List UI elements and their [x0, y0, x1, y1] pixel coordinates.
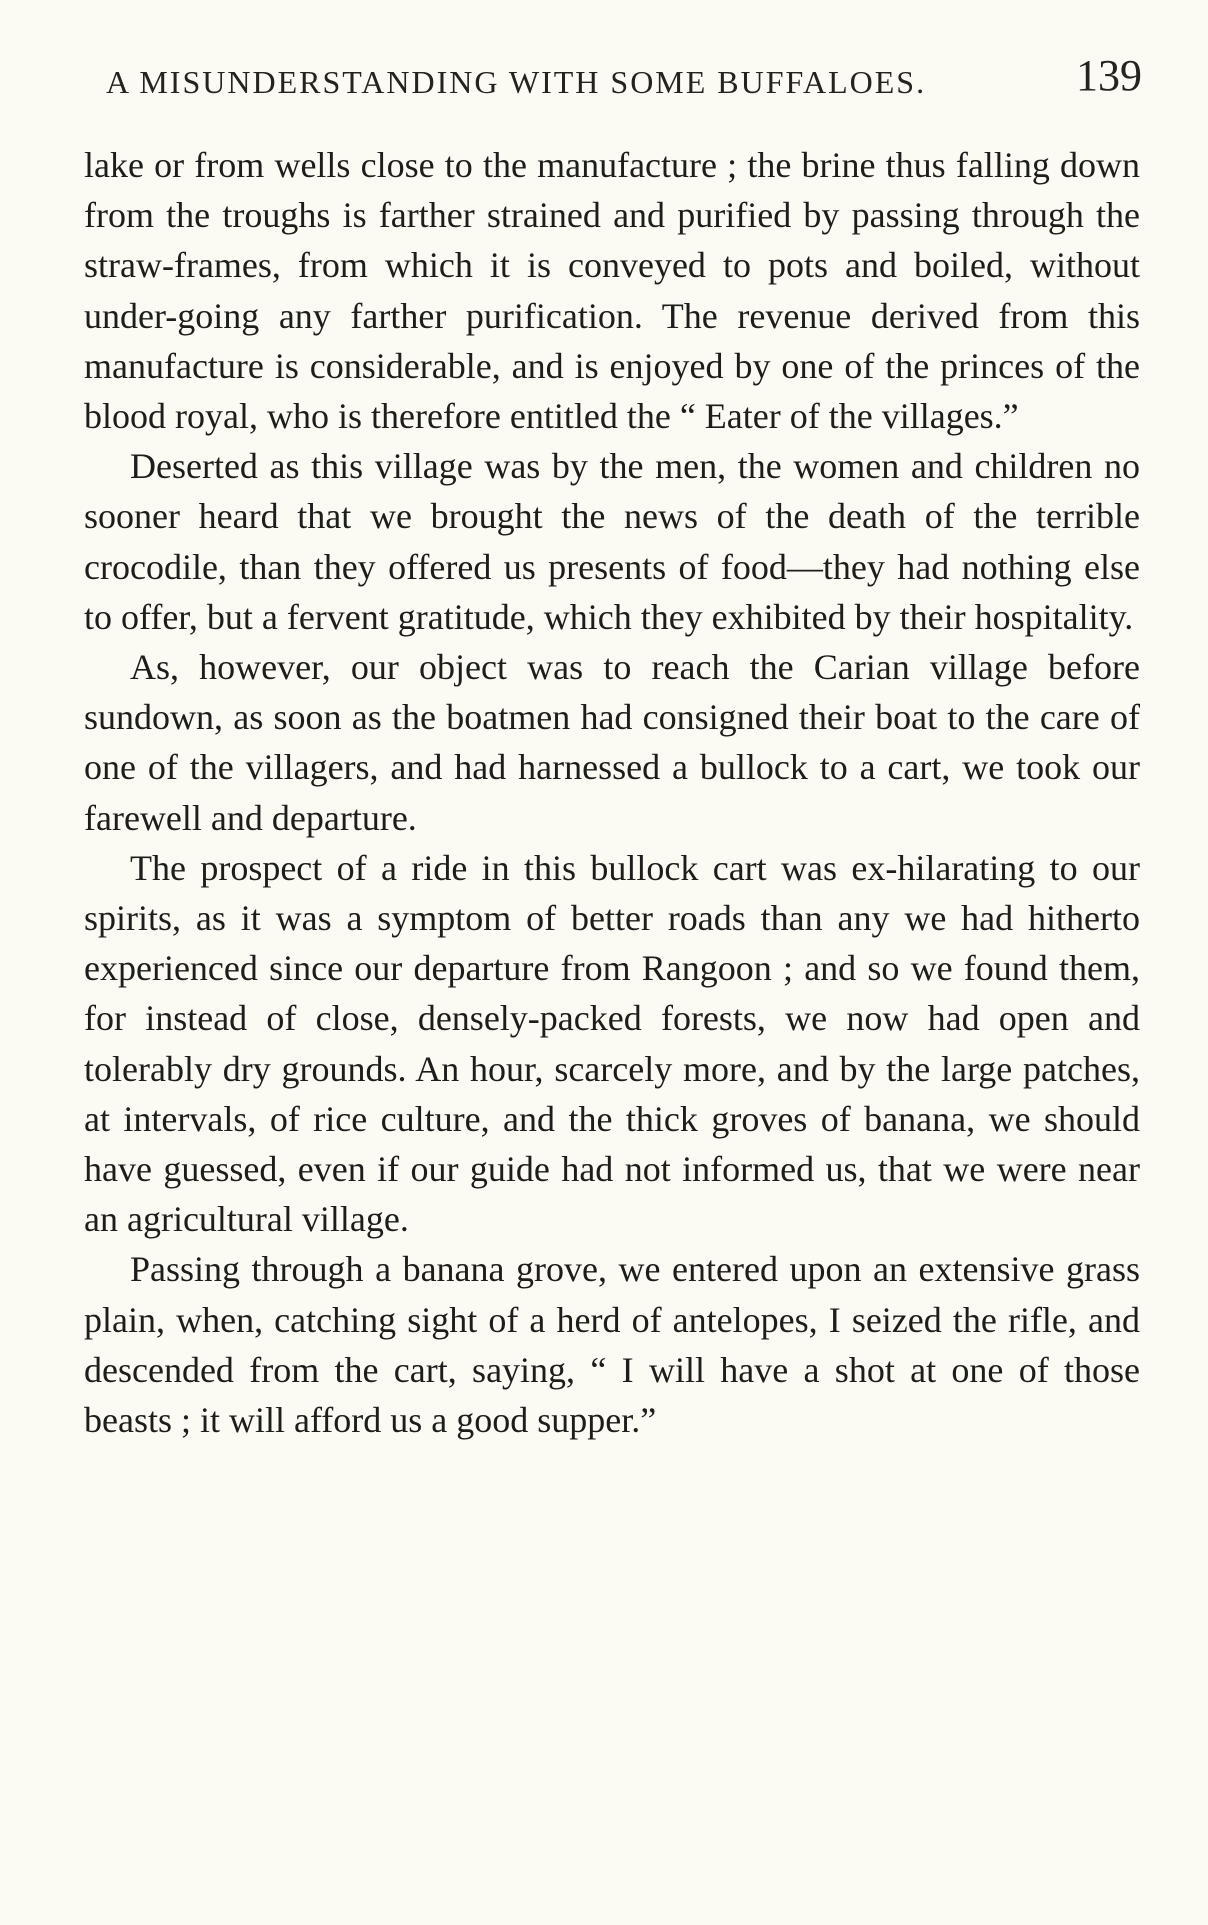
paragraph: The prospect of a ride in this bullock cart was ex-hilarating to our spirits, as it was a symptom of better roads than any we had hitherto experienced since our departure from Rangoon ; and so we found them, for instead of close, densely-packed forests, we now had open and tolerably dry grounds. An hour, scarcely more, and by the large patches, at intervals, of rice culture, and the thick groves of banana, we should have guessed, even if our guide had not informed us, that we were near an agricultural village.: [84, 847, 1140, 1240]
paragraph: Passing through a banana grove, we entered upon an extensive grass plain, when, catching sight of a herd of antelopes, I seized the rifle, and descended from the cart, saying, “ I will have a shot at one of those beasts ; it will afford us a good supper.”: [84, 1249, 1140, 1441]
paragraph: lake or from wells close to the manufacture ; the brine thus falling down from the troughs is farther strained and purified by passing through the straw-frames, from which it is conveyed to pots and boiled, without under-going any farther purification. The revenue derived from this manufacture is considerable, and is enjoyed by one of the princes of the blood royal, who is therefore entitled the “ Eater of the villages.”: [84, 145, 1140, 437]
page-content: [84, 51, 1142, 1445]
page-number: 139: [1076, 51, 1142, 100]
paragraph: As, however, our object was to reach the Carian village before sundown, as soon as the boatmen had consigned their boat to the care of one of the villagers, and had harnessed a bullock to a cart, we took our farewell and departure.: [84, 647, 1140, 838]
paragraph: Deserted as this village was by the men, the women and children no sooner heard that we brought the news of the death of the terrible crocodile, than they offered us presents of food—they had nothing else to offer, but a fervent gratitude, which they exhibited by their hospitality.: [84, 446, 1140, 637]
body-text: [84, 140, 1140, 1445]
running-title: A MISUNDERSTANDING WITH SOME BUFFALOES.: [106, 64, 927, 100]
running-head: [84, 51, 1142, 112]
